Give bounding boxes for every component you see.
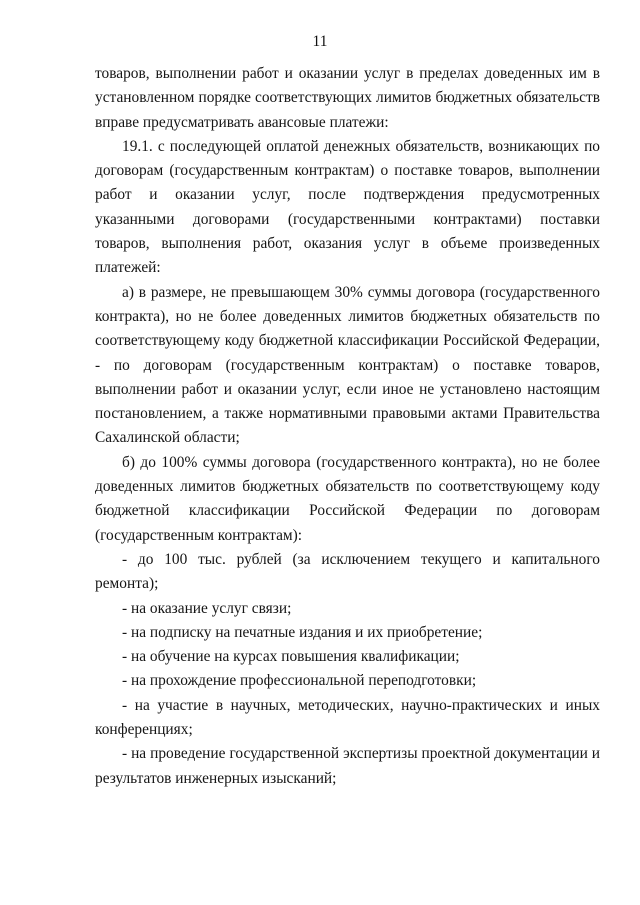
paragraph-item-a: а) в размере, не превышающем 30% суммы договора (государственного контракта), но не более доведенных лимитов бюджетных обязательств по соответствующему коду бюджетной классификации Российской Федерации, - по договорам (государственным контрактам) о поставке товаров, выполнении работ и оказании услуг, если иное не установлено настоящим постановлением, а также нормативными правовыми актами Правительства Сахалинской области; [95,283,600,447]
page-number: 11 [312,33,328,50]
list-item: - на оказание услуг связи; [122,599,292,617]
list-item: - на проведение государственной экспертизы проектной документации и результатов инженерных изысканий; [95,745,600,787]
list-item: - на участие в научных, методических, научно-практических и иных конференциях; [95,696,600,739]
document-body [95,62,600,791]
list-item: - до 100 тыс. рублей (за исключением текущего и капитального ремонта); [95,550,600,593]
paragraph-item-b: б) до 100% суммы договора (государственного контракта), но не более доведенных лимитов бюджетных обязательств по соответствующему коду бюджетной классификации Российской Федерации по договорам (государственным контрактам): [95,453,600,544]
paragraph-continuation: товаров, выполнении работ и оказании услуг в пределах доведенных им в установленном порядке соответствующих лимитов бюджетных обязательств вправе предусматривать авансовые платежи: [95,65,600,131]
list-item: - на подписку на печатные издания и их приобретение; [122,623,483,641]
list-item: - на обучение на курсах повышения квалификации; [122,648,460,666]
list-item: - на прохождение профессиональной переподготовки; [122,672,477,690]
paragraph-19-1: 19.1. с последующей оплатой денежных обязательств, возникающих по договорам (государственным контрактам) о поставке товаров, выполнении работ и оказании услуг, после подтверждения предусмотренных указанными договорами (государственными контрактами) поставки товаров, выполнения работ, оказания услуг в объеме произведенных платежей: [95,137,600,277]
